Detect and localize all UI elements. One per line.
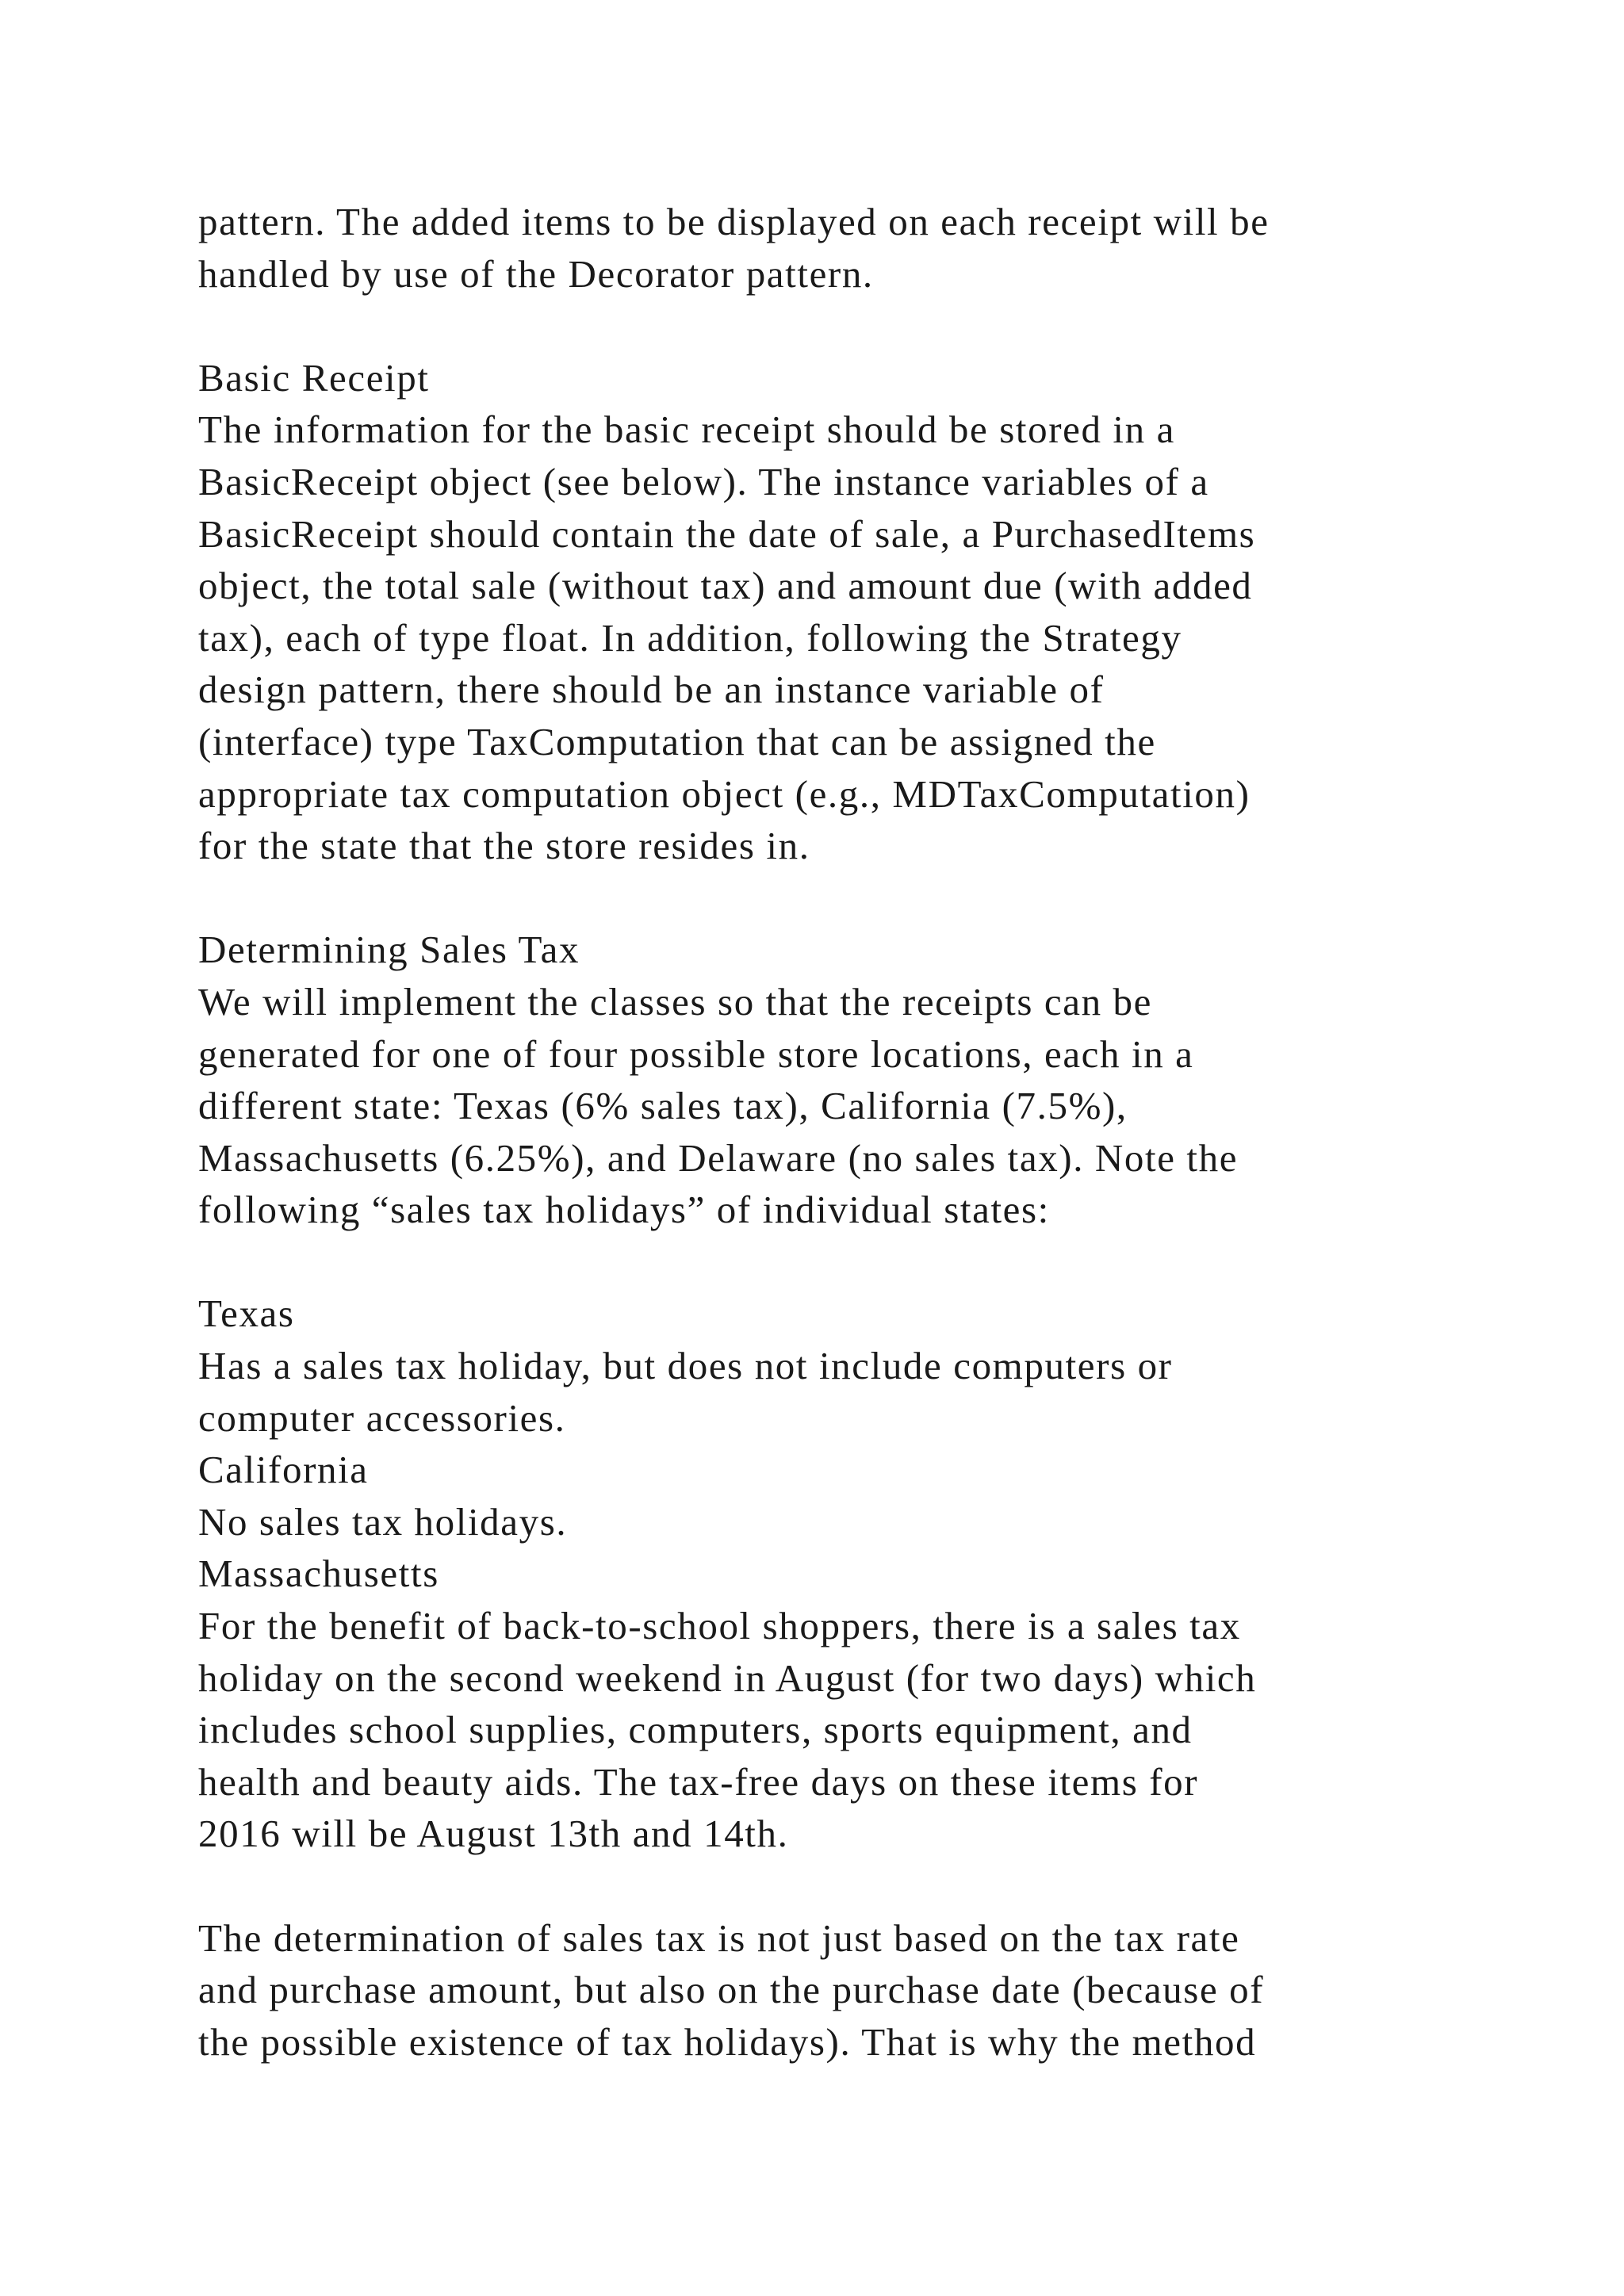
body-line: for the state that the store resides in.: [198, 824, 810, 868]
section-heading-basic-receipt: Basic Receipt: [198, 355, 430, 400]
document-body: [198, 196, 1483, 2068]
body-line: computer accessories.: [198, 1395, 566, 1440]
body-line: generated for one of four possible store locations, each in a: [198, 1031, 1194, 1076]
body-line: Massachusetts (6.25%), and Delaware (no sales tax). Note the: [198, 1135, 1239, 1180]
body-line: We will implement the classes so that the receipts can be: [198, 979, 1153, 1024]
section-heading-determining-sales-tax: Determining Sales Tax: [198, 928, 580, 972]
body-line: different state: Texas (6% sales tax), California (7.5%),: [198, 1084, 1128, 1128]
body-line: The determination of sales tax is not just based on the tax rate: [198, 1915, 1240, 1960]
body-line: No sales tax holidays.: [198, 1499, 568, 1544]
body-line: following “sales tax holidays” of individual states:: [198, 1188, 1050, 1232]
blank-line: [198, 1860, 1483, 1912]
body-line: the possible existence of tax holidays). That is why the method: [198, 2019, 1257, 2064]
body-line: and purchase amount, but also on the purchase date (because of: [198, 1968, 1265, 2012]
blank-line: [198, 872, 1483, 924]
body-line: includes school supplies, computers, sports equipment, and: [198, 1708, 1193, 1752]
blank-line: [198, 300, 1483, 352]
body-line: holiday on the second weekend in August (for two days) which: [198, 1655, 1257, 1700]
body-line: (interface) type TaxComputation that can be assigned the: [198, 719, 1156, 763]
body-line: Has a sales tax holiday, but does not include computers or: [198, 1344, 1173, 1388]
body-line: object, the total sale (without tax) and amount due (with added: [198, 564, 1253, 608]
body-line: BasicReceipt should contain the date of sale, a PurchasedItems: [198, 511, 1256, 556]
body-line: The information for the basic receipt should be stored in a: [198, 408, 1175, 452]
body-line: handled by use of the Decorator pattern.: [198, 251, 874, 296]
state-heading-texas: Texas: [198, 1292, 295, 1336]
body-line: appropriate tax computation object (e.g., MDTaxComputation): [198, 771, 1251, 816]
body-line: pattern. The added items to be displayed on each receipt will be: [198, 200, 1270, 243]
body-line: health and beauty aids. The tax-free days on these items for: [198, 1759, 1199, 1804]
state-heading-california: California: [198, 1448, 369, 1492]
body-line: tax), each of type float. In addition, following the Strategy: [198, 615, 1182, 660]
body-line: For the benefit of back-to-school shoppers, there is a sales tax: [198, 1604, 1241, 1648]
body-line: 2016 will be August 13th and 14th.: [198, 1812, 789, 1856]
blank-line: [198, 1236, 1483, 1288]
body-line: BasicReceipt object (see below). The instance variables of a: [198, 459, 1209, 503]
state-heading-massachusetts: Massachusetts: [198, 1552, 439, 1596]
body-line: design pattern, there should be an instance variable of: [198, 668, 1105, 712]
